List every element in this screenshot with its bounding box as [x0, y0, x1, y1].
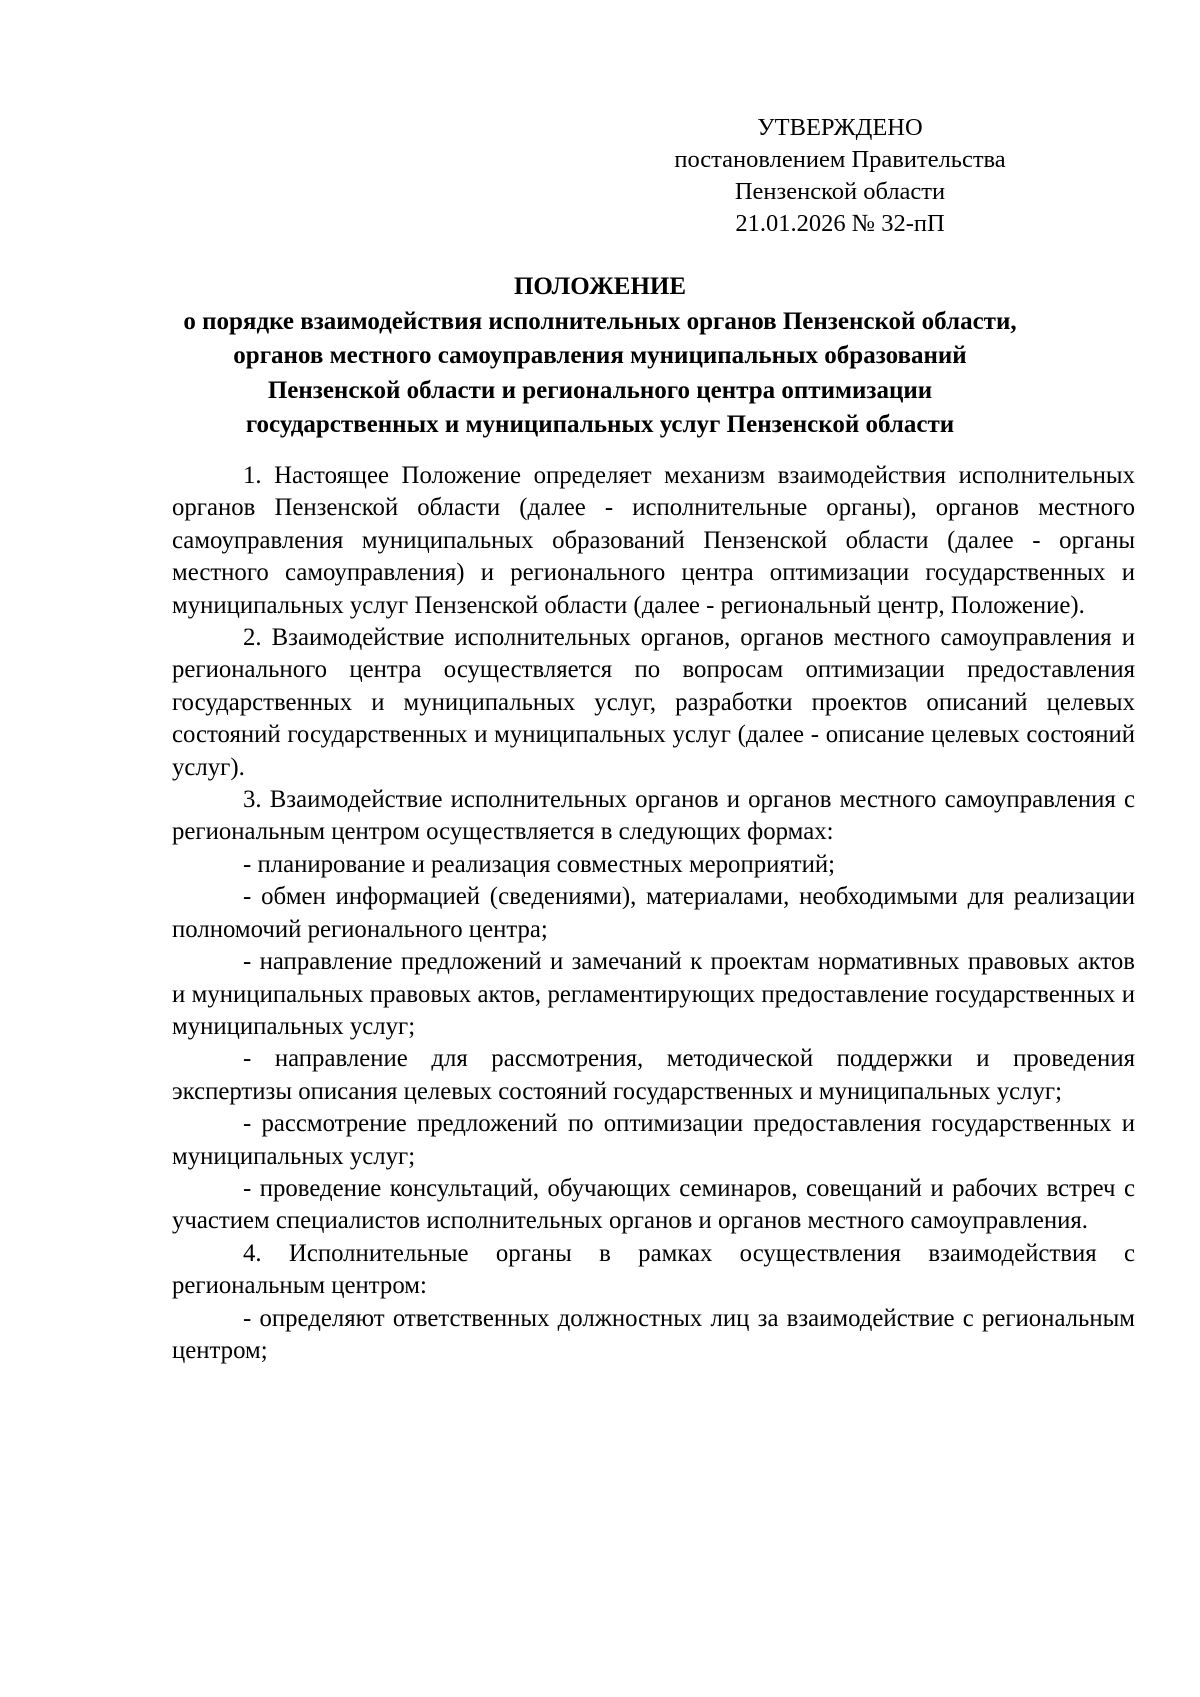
- document-subtitle-line: органов местного самоуправления муниципальных образований: [233, 342, 967, 369]
- approval-stamp: [630, 112, 1050, 240]
- approval-date-number: 21.01.2026 № 32-пП: [735, 210, 945, 237]
- list-item: - направление для рассмотрения, методической поддержки и проведения экспертизы описания целевых состояний государственных и муниципальных услуг;: [172, 1045, 1135, 1105]
- document-title: [150, 270, 1050, 443]
- list-item: - рассмотрение предложений по оптимизации предоставления государственных и муниципальных услуг;: [172, 1110, 1135, 1170]
- approval-region: Пензенской области: [734, 178, 946, 205]
- document-subtitle-line: государственных и муниципальных услуг Пензенской области: [245, 411, 955, 438]
- list-item: - проведение консультаций, обучающих семинаров, совещаний и рабочих встреч с участием специалистов исполнительных органов и органов местного самоуправления.: [172, 1174, 1135, 1235]
- paragraph-4: 4. Исполнительные органы в рамках осуществления взаимодействия с региональным центром:: [172, 1239, 1135, 1300]
- list-item: - обмен информацией (сведениями), материалами, необходимыми для реализации полномочий регионального центра;: [172, 883, 1135, 943]
- paragraph-2: 2. Взаимодействие исполнительных органов, органов местного самоуправления и регионального центра осуществляется по вопросам оптимизации предоставления государственных и муниципальных услуг, разработки проектов описаний целевых состояний государственных и муниципальных услуг (далее - описание целевых состояний услуг).: [172, 624, 1135, 781]
- paragraph-1: 1. Настоящее Положение определяет механизм взаимодействия исполнительных органов Пензенской области (далее - исполнительные органы), органов местного самоуправления муниципальных образований Пензенской области (далее - органы местного самоуправления) и регионального центра оптимизации государственных и муниципальных услуг Пензенской области (далее - региональный центр, Положение).: [172, 462, 1135, 619]
- document-heading: ПОЛОЖЕНИЕ: [513, 273, 687, 300]
- paragraph-3: 3. Взаимодействие исполнительных органов и органов местного самоуправления с региональным центром осуществляется в следующих формах:: [172, 786, 1135, 846]
- document-subtitle-line: Пензенской области и регионального центра оптимизации: [267, 376, 933, 404]
- document-subtitle-line: о порядке взаимодействия исполнительных органов Пензенской области,: [183, 307, 1017, 335]
- document-body: [172, 460, 1135, 1367]
- list-item: - определяют ответственных должностных лиц за взаимодействие с региональным центром;: [172, 1304, 1135, 1364]
- approval-authority: постановлением Правительства: [674, 146, 1006, 173]
- approval-title: УТВЕРЖДЕНО: [757, 114, 923, 141]
- list-item: - направление предложений и замечаний к проектам нормативных правовых актов и муниципальных правовых актов, регламентирующих предоставление государственных и муниципальных услуг;: [172, 948, 1135, 1040]
- list-item: - планирование и реализация совместных мероприятий;: [243, 850, 836, 878]
